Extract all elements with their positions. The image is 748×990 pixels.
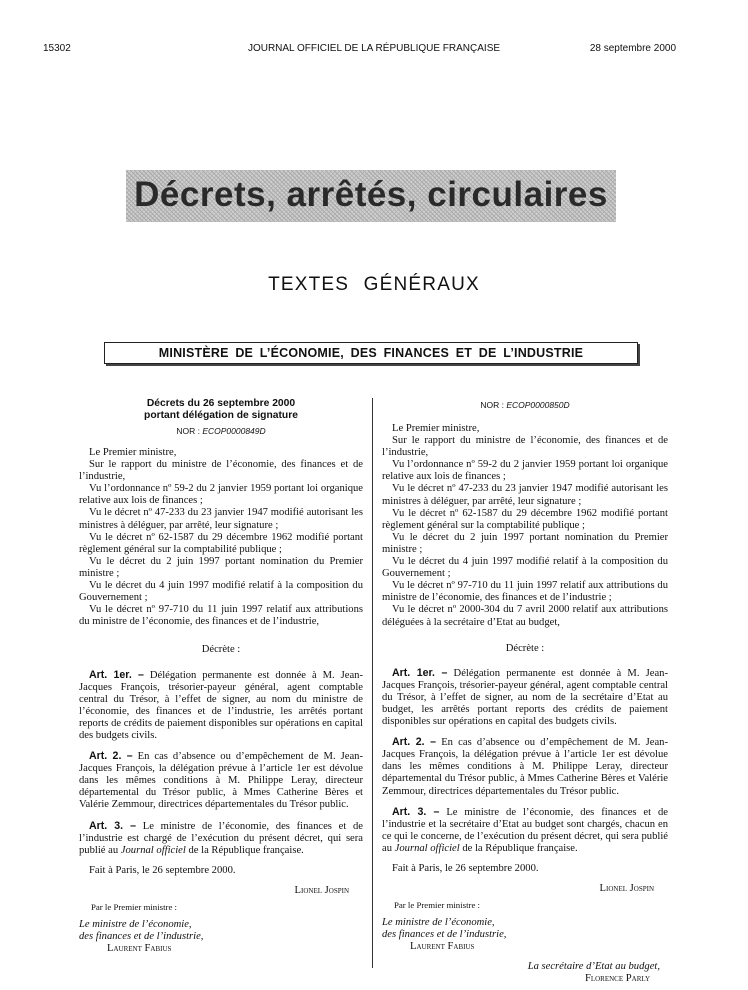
column-divider bbox=[372, 398, 373, 968]
minister-signature bbox=[79, 919, 363, 955]
vu-item: Vu le décret nº 97-710 du 11 juin 1997 relatif aux attributions du ministre de l’économie, des finances et de l’industrie ; bbox=[382, 580, 668, 604]
vu-item: Vu le décret nº 62-1587 du 29 décembre 1962 modifié portant règlement général sur la comptabilité publique ; bbox=[79, 531, 363, 555]
par-line: Par le Premier ministre : bbox=[91, 902, 177, 912]
secretary-name: Florence Parly bbox=[584, 973, 650, 985]
nor-reference bbox=[79, 426, 363, 437]
intro-line: Le Premier ministre, bbox=[392, 423, 480, 434]
rapport-line: Sur le rapport du ministre de l’économie, des finances et de l’industrie, bbox=[382, 435, 668, 459]
decree-title-line-1: Décrets du 26 septembre 2000 bbox=[146, 398, 296, 409]
vu-item: Vu l’ordonnance nº 59-2 du 2 janvier 1959 portant loi organique relative aux lois de finances ; bbox=[79, 483, 363, 507]
ministry-heading-box bbox=[104, 342, 638, 364]
fait-line: Fait à Paris, le 26 septembre 2000. bbox=[89, 864, 236, 876]
journal-officiel-ref: Journal officiel bbox=[394, 842, 460, 854]
article-text: En cas d’absence ou d’empêchement de M. Jean-Jacques François, la délégation prévue à l’article 1er est dévolue dans les mêmes conditions à M. Philippe Leray, directeur départemental du Trésor public, à Mmes Catherine Bères et Valérie Zemmour, directrices départementales du Trésor public. bbox=[79, 751, 363, 811]
minister-line-2: des finances et de l’industrie, bbox=[79, 931, 204, 943]
decree-title-line-2: portant délégation de signature bbox=[144, 410, 298, 421]
signer-name: Lionel Jospin bbox=[294, 884, 349, 896]
vu-item: Vu l’ordonnance nº 59-2 du 2 janvier 1959 portant loi organique relative aux lois de finances ; bbox=[382, 459, 668, 483]
vu-item: Vu le décret du 4 juin 1997 modifié relatif à la composition du Gouvernement ; bbox=[79, 580, 363, 604]
minister-line-2: des finances et de l’industrie, bbox=[382, 929, 507, 941]
banner-title: Décrets, arrêtés, circulaires bbox=[134, 175, 608, 214]
minister-name: Laurent Fabius bbox=[410, 941, 475, 953]
vu-item: Vu le décret du 2 juin 1997 portant nomination du Premier ministre ; bbox=[382, 531, 668, 555]
signer-name: Lionel Jospin bbox=[599, 883, 654, 895]
nor-code: ECOP0000849D bbox=[202, 426, 266, 436]
article-text-end: de la République française. bbox=[462, 842, 578, 854]
article-label: Art. 3. – bbox=[392, 805, 440, 818]
nor-code: ECOP0000850D bbox=[506, 400, 570, 410]
article-text-end: de la République française. bbox=[188, 844, 304, 856]
vu-item: Vu le décret nº 47-233 du 23 janvier 1947 modifié autorisant les ministres à déléguer, par arrêté, leur signature ; bbox=[79, 507, 363, 531]
rapport-line: Sur le rapport du ministre de l’économie, des finances et de l’industrie, bbox=[79, 459, 363, 483]
vu-item: Vu le décret nº 62-1587 du 29 décembre 1962 modifié portant règlement général sur la comptabilité publique ; bbox=[382, 507, 668, 531]
ministry-heading: MINISTÈRE DE L’ÉCONOMIE, DES FINANCES ET DE L’INDUSTRIE bbox=[158, 346, 584, 360]
secretary-signature bbox=[382, 961, 660, 985]
intro-line: Le Premier ministre, bbox=[89, 447, 177, 458]
article-1 bbox=[79, 669, 363, 743]
fait-line: Fait à Paris, le 26 septembre 2000. bbox=[392, 863, 539, 874]
decree-title bbox=[79, 398, 363, 422]
decrete-line: Décrète : bbox=[201, 644, 241, 656]
article-text: Délégation permanente est donnée à M. Jean-Jacques François, trésorier-payeur général, agent comptable central du Trésor, à l’effet de signer, au nom de la secrétaire d’Etat au budget, les arrêtés portant reports des crédits de paiement disponibles sur opérations en capital des budgets civils. bbox=[382, 667, 668, 728]
vu-item: Vu le décret du 4 juin 1997 modifié relatif à la composition du Gouvernement ; bbox=[382, 556, 668, 580]
minister-name: Laurent Fabius bbox=[107, 943, 172, 955]
decrete-line: Décrète : bbox=[505, 642, 545, 654]
article-label: Art. 3. – bbox=[89, 819, 136, 832]
vu-item: Vu le décret du 2 juin 1997 portant nomination du Premier ministre ; bbox=[79, 555, 363, 579]
nor-label: NOR : bbox=[480, 400, 504, 410]
minister-line-1: Le ministre de l’économie, bbox=[382, 917, 495, 929]
vu-item: Vu le décret nº 47-233 du 23 janvier 1947 modifié autorisant les ministres à déléguer, par arrêté, leur signature ; bbox=[382, 483, 668, 507]
decree-right bbox=[382, 398, 668, 985]
page-number: 15302 bbox=[43, 43, 71, 54]
decree-left bbox=[79, 398, 363, 955]
article-label: Art. 1er. – bbox=[89, 668, 144, 681]
section-heading: TEXTES GÉNÉRAUX bbox=[268, 274, 480, 295]
par-line: Par le Premier ministre : bbox=[394, 900, 480, 911]
journal-title: JOURNAL OFFICIEL DE LA RÉPUBLIQUE FRANÇAISE bbox=[247, 43, 501, 54]
article-text: Le ministre de l’économie, des finances et de l’industrie et la secrétaire d’Etat au budget sont chargés, chacun en ce qui le concerne, de l’exécution du présent décret, qui sera publié au bbox=[382, 806, 668, 854]
secretary-line: La secrétaire d’Etat au budget, bbox=[527, 961, 660, 973]
article-2 bbox=[79, 750, 363, 811]
article-text: Le ministre de l’économie, des finances et de l’industrie est chargé de l’exécution du présent décret, qui sera publié au bbox=[79, 820, 363, 856]
article-label: Art. 2. – bbox=[89, 750, 133, 763]
nor-label: NOR : bbox=[176, 426, 200, 436]
issue-date: 28 septembre 2000 bbox=[589, 43, 676, 54]
minister-line-1: Le ministre de l’économie, bbox=[79, 919, 192, 931]
article-3 bbox=[79, 820, 363, 857]
section-banner bbox=[126, 170, 616, 222]
article-text: Délégation permanente est donnée à M. Jean-Jacques François, trésorier-payeur général, agent comptable central du Trésor, à l’effet de signer, au nom du ministre de l’économie, des finances et de l’industrie, les arrêtés portant reports de crédits de paiement disponibles sur opérations en capital des budgets civils. bbox=[79, 669, 363, 741]
journal-officiel-ref: Journal officiel bbox=[120, 844, 186, 856]
article-text: En cas d’absence ou d’empêchement de M. Jean-Jacques François, la délégation prévue à l’article 1er est dévolue dans les mêmes conditions à M. Philippe Leray, directeur départemental du Trésor public, à Mmes Catherine Bères et Valérie Zemmour, directrices départementales du Trésor public. bbox=[382, 737, 668, 797]
article-label: Art. 2. – bbox=[392, 736, 436, 749]
article-label: Art. 1er. – bbox=[392, 666, 448, 679]
article-1 bbox=[382, 667, 668, 728]
nor-reference bbox=[382, 400, 668, 411]
vu-item: Vu le décret nº 97-710 du 11 juin 1997 relatif aux attributions du ministre de l’économie, des finances et de l’industrie, bbox=[79, 604, 363, 628]
article-3 bbox=[382, 806, 668, 855]
vu-item: Vu le décret nº 2000-304 du 7 avril 2000 relatif aux attributions déléguées à la secrétaire d’Etat au budget, bbox=[382, 604, 668, 628]
minister-signature bbox=[382, 917, 668, 953]
article-2 bbox=[382, 736, 668, 797]
